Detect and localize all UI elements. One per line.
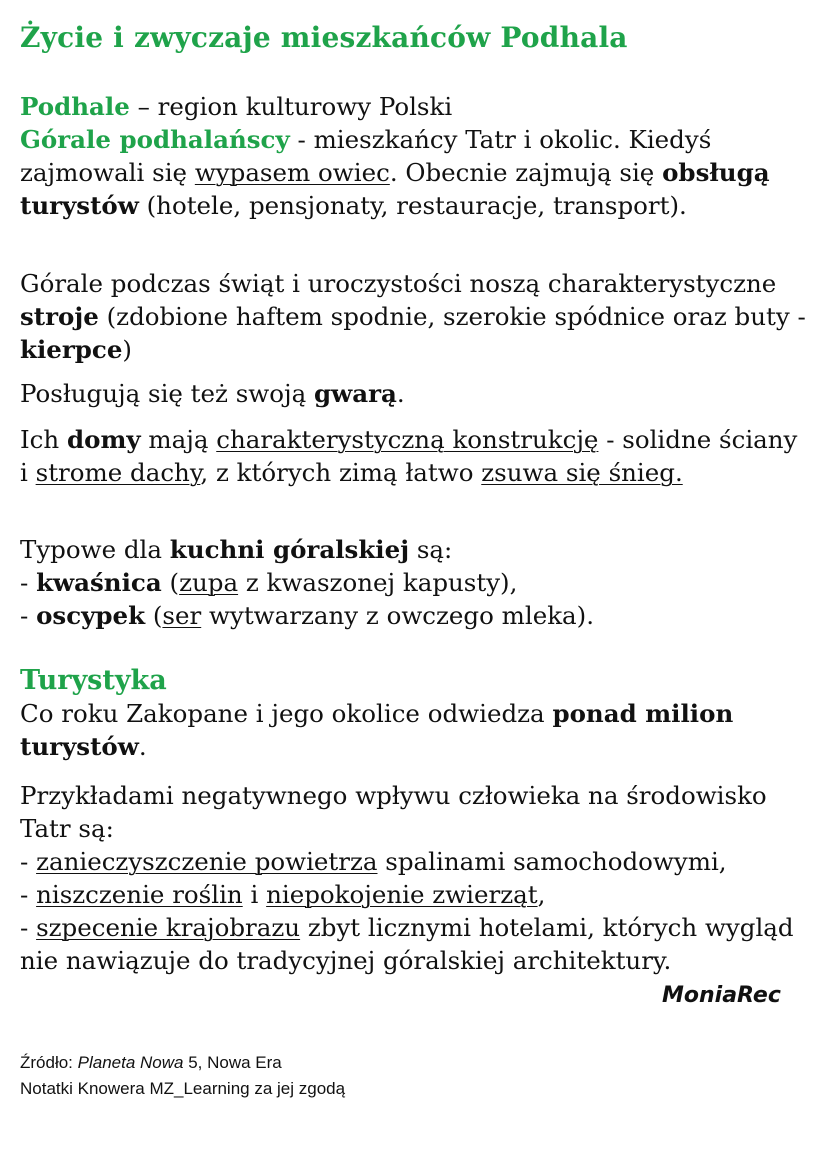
tourism-section <box>20 664 810 763</box>
text: ( <box>161 568 180 597</box>
source-line <box>20 1050 282 1076</box>
text: . Obecnie zajmują się <box>389 158 663 187</box>
text: (zdobione haftem spodnie, szerokie spódnice oraz buty - <box>98 302 806 331</box>
text: . <box>396 379 405 408</box>
impact-paragraph <box>20 779 810 977</box>
text: Ich <box>20 425 67 454</box>
underlined-phrase: strome dachy <box>35 458 201 487</box>
underlined-phrase: szpecenie krajobrazu <box>36 913 301 942</box>
text: Co roku Zakopane i jego okolice odwiedza <box>20 699 553 728</box>
text: - mieszkańcy Tatr i okolic. Kiedyś zajmowali się <box>20 125 712 187</box>
underlined-phrase: niepokojenie zwierząt <box>266 880 538 909</box>
bold-phrase: domy <box>66 425 141 454</box>
underlined-phrase: zsuwa się śnieg. <box>481 458 683 487</box>
intro-paragraph <box>20 90 810 222</box>
term-podhale: Podhale <box>20 92 130 121</box>
text: mają <box>140 425 217 454</box>
text: zbyt licznymi hotelami, których wygląd nie nawiązuje do tradycyjnej góralskiej architektury. <box>20 913 794 975</box>
dialect-paragraph <box>20 377 810 410</box>
page-title: Życie i zwyczaje mieszkańców Podhala <box>20 21 628 54</box>
text: są: <box>409 535 453 564</box>
text: Górale podczas świąt i uroczystości noszą charakterystyczne <box>20 269 777 298</box>
underlined-phrase: zanieczyszczenie powietrza <box>36 847 378 876</box>
list-dash: - <box>20 913 37 942</box>
bold-phrase: kwaśnica <box>36 568 162 597</box>
bold-phrase: gwarą <box>314 379 397 408</box>
bold-phrase: stroje <box>20 302 99 331</box>
text: Przykładami negatywnego wpływu człowieka na środowisko Tatr są: <box>20 781 767 843</box>
list-dash: - <box>20 880 37 909</box>
text: – region kulturowy Polski <box>129 92 453 121</box>
bold-phrase: oscypek <box>36 601 146 630</box>
credit-line: Notatki Knowera MZ_Learning za jej zgodą <box>20 1079 346 1098</box>
text: . <box>138 732 147 761</box>
author-signature: MoniaRec <box>662 983 781 1008</box>
bold-phrase: ponad milion turystów <box>20 699 734 761</box>
houses-paragraph <box>20 423 810 489</box>
underlined-phrase: ser <box>162 601 202 630</box>
bold-phrase: kuchni góralskiej <box>169 535 410 564</box>
list-dash: - <box>20 568 37 597</box>
term-gorale: Górale podhalańscy <box>20 125 290 154</box>
text: Źródło: <box>20 1053 78 1072</box>
source-title: Planeta Nowa <box>77 1053 184 1072</box>
text: spalinami samochodowymi, <box>377 847 727 876</box>
text: i <box>242 880 267 909</box>
text: wytwarzany z owczego mleka). <box>201 601 595 630</box>
text: 5, Nowa Era <box>183 1053 282 1072</box>
costumes-paragraph <box>20 267 810 366</box>
text: , z których zimą łatwo <box>200 458 482 487</box>
list-dash: - <box>20 847 37 876</box>
section-heading: Turystyka <box>20 665 167 696</box>
underlined-phrase: niszczenie roślin <box>36 880 243 909</box>
text: Typowe dla <box>20 535 170 564</box>
bold-phrase: obsługą turystów <box>20 158 770 220</box>
list-dash: - <box>20 601 37 630</box>
cuisine-paragraph <box>20 533 810 632</box>
text: z kwaszonej kapusty), <box>238 568 518 597</box>
text: , <box>537 880 546 909</box>
underlined-phrase: charakterystyczną konstrukcję <box>216 425 599 454</box>
text: ) <box>122 335 132 364</box>
text: Posługują się też swoją <box>20 379 315 408</box>
text: (hotele, pensjonaty, restauracje, transport). <box>138 191 687 220</box>
underlined-phrase: zupa <box>179 568 239 597</box>
text: - solidne ściany i <box>20 425 798 487</box>
underlined-phrase: wypasem owiec <box>194 158 390 187</box>
bold-phrase: kierpce <box>20 335 123 364</box>
text: ( <box>145 601 163 630</box>
